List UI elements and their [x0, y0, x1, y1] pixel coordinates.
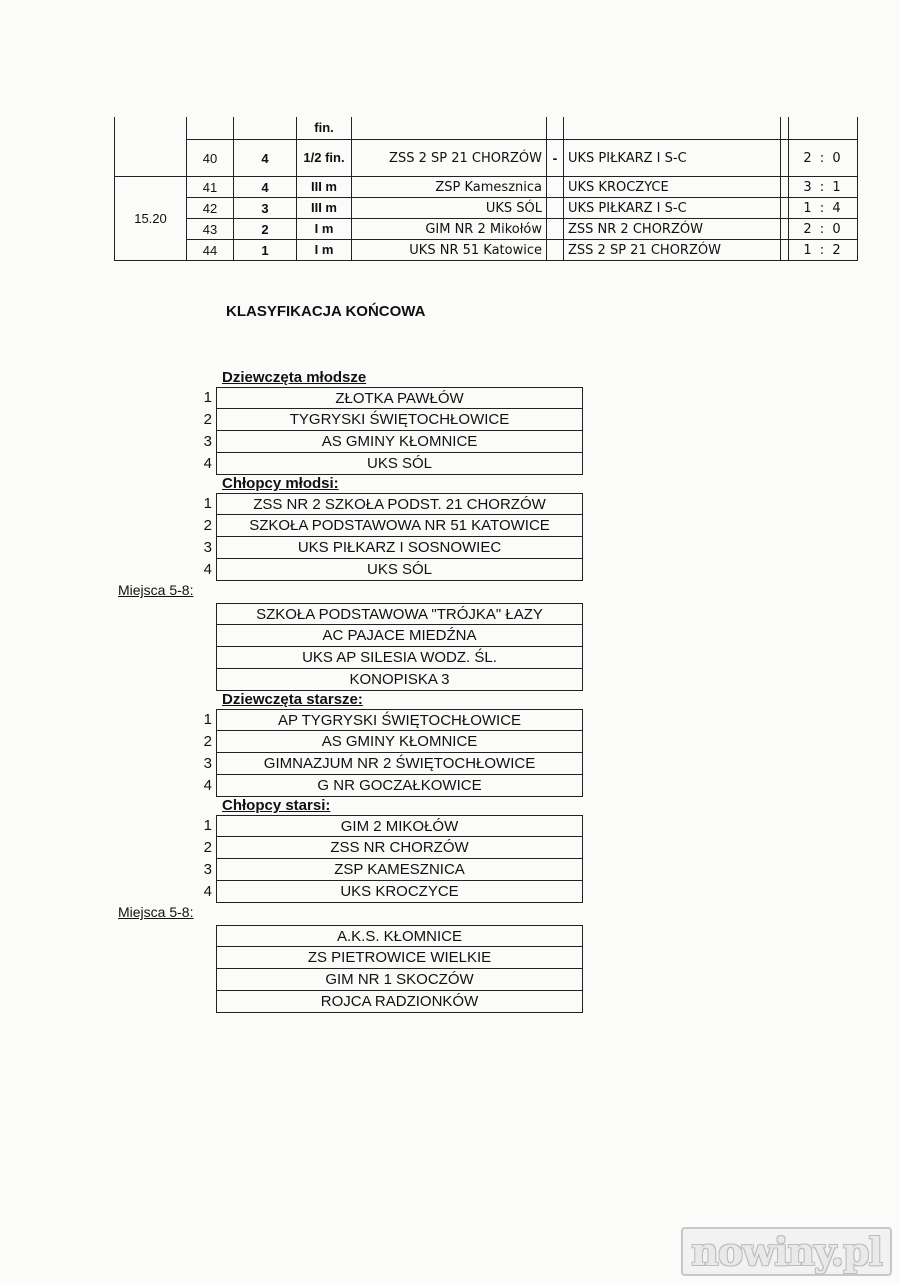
spacer-cell — [781, 117, 789, 140]
ranking-list — [118, 709, 588, 797]
time-cell — [115, 117, 187, 140]
time-cell — [115, 140, 187, 177]
home-team-cell: ZSP Kamesznica — [352, 177, 547, 198]
spacer-cell — [781, 219, 789, 240]
spacer-cell — [781, 198, 789, 219]
team-name: A.K.S. KŁOMNICE — [216, 925, 583, 947]
home-team-cell — [352, 117, 547, 140]
team-name: UKS AP SILESIA WODZ. ŚL. — [216, 647, 583, 669]
match-row-header-fragment — [115, 117, 858, 140]
rank-number: 2 — [203, 517, 212, 534]
team-name: UKS PIŁKARZ I SOSNOWIEC — [216, 537, 583, 559]
court-cell: 2 — [234, 219, 297, 240]
rank-number — [118, 603, 216, 625]
match-row — [115, 240, 858, 261]
classification-blocks — [118, 369, 588, 1013]
ranking-row — [118, 753, 588, 775]
rank-number: 1 — [203, 711, 212, 728]
court-cell: 4 — [234, 140, 297, 177]
away-team-cell: UKS PIŁKARZ I S-C — [564, 140, 781, 177]
phase-cell: III m — [297, 177, 352, 198]
dash-cell: - — [547, 140, 564, 177]
team-name: AS GMINY KŁOMNICE — [216, 731, 583, 753]
rank-number: 3 — [203, 861, 212, 878]
ranking-list — [118, 925, 588, 1013]
team-name: SZKOŁA PODSTAWOWA NR 51 KATOWICE — [216, 515, 583, 537]
match-row — [115, 198, 858, 219]
away-team-cell: ZSS NR 2 CHORZÓW — [564, 219, 781, 240]
court-cell — [234, 117, 297, 140]
score-cell: 2 : 0 — [789, 219, 858, 240]
ranking-row — [118, 559, 588, 581]
ranking-list — [118, 387, 588, 475]
time-cell: 15.20 — [115, 177, 187, 261]
home-team-cell: GIM NR 2 Mikołów — [352, 219, 547, 240]
rank-number — [118, 625, 216, 647]
phase-cell: fin. — [297, 117, 352, 140]
dash-cell — [547, 177, 564, 198]
ranking-row — [118, 859, 588, 881]
watermark-logo: nowiny.pl — [681, 1227, 892, 1276]
away-team-cell: ZSS 2 SP 21 CHORZÓW — [564, 240, 781, 261]
phase-cell: I m — [297, 219, 352, 240]
ranking-list — [118, 493, 588, 581]
ranking-row — [118, 837, 588, 859]
ranking-row — [118, 709, 588, 731]
phase-cell: III m — [297, 198, 352, 219]
category-title: Dziewczęta starsze: — [222, 691, 363, 708]
team-name: UKS SÓL — [216, 453, 583, 475]
match-number-cell: 40 — [187, 140, 234, 177]
team-name: ZSS NR CHORZÓW — [216, 837, 583, 859]
ranking-row — [118, 969, 588, 991]
rank-number — [118, 947, 216, 969]
ranking-list — [118, 603, 588, 691]
team-name: G NR GOCZAŁKOWICE — [216, 775, 583, 797]
match-row — [115, 177, 858, 198]
rank-number: 4 — [203, 561, 212, 578]
category-title: Chłopcy młodsi: — [222, 475, 339, 492]
rank-number: 3 — [203, 755, 212, 772]
ranking-row — [118, 925, 588, 947]
score-cell — [789, 117, 858, 140]
category-title: Chłopcy starsi: — [222, 797, 331, 814]
court-cell: 4 — [234, 177, 297, 198]
dash-cell — [547, 219, 564, 240]
places-5-8-title: Miejsca 5-8: — [118, 582, 194, 598]
rank-number — [118, 925, 216, 947]
dash-cell — [547, 117, 564, 140]
team-name: TYGRYSKI ŚWIĘTOCHŁOWICE — [216, 409, 583, 431]
match-number-cell: 44 — [187, 240, 234, 261]
team-name: AC PAJACE MIEDŹNA — [216, 625, 583, 647]
category-title: Dziewczęta młodsze — [222, 369, 367, 386]
rank-number: 3 — [203, 539, 212, 556]
team-name: UKS KROCZYCE — [216, 881, 583, 903]
ranking-row — [118, 453, 588, 475]
ranking-row — [118, 731, 588, 753]
team-name: AS GMINY KŁOMNICE — [216, 431, 583, 453]
rank-number — [118, 669, 216, 691]
rank-number: 1 — [203, 389, 212, 406]
match-results-table — [114, 117, 858, 261]
match-number-cell: 42 — [187, 198, 234, 219]
ranking-row — [118, 947, 588, 969]
rank-number: 3 — [203, 433, 212, 450]
rank-number: 2 — [203, 839, 212, 856]
phase-cell: I m — [297, 240, 352, 261]
home-team-cell: UKS NR 51 Katowice — [352, 240, 547, 261]
ranking-row — [118, 409, 588, 431]
team-name: GIMNAZJUM NR 2 ŚWIĘTOCHŁOWICE — [216, 753, 583, 775]
ranking-row — [118, 603, 588, 625]
court-cell: 3 — [234, 198, 297, 219]
match-row — [115, 219, 858, 240]
rank-number: 4 — [203, 777, 212, 794]
court-cell: 1 — [234, 240, 297, 261]
phase-cell: 1/2 fin. — [297, 140, 352, 177]
rank-number — [118, 647, 216, 669]
spacer-cell — [781, 177, 789, 198]
team-name: ZSP KAMESZNICA — [216, 859, 583, 881]
ranking-row — [118, 431, 588, 453]
rank-number: 1 — [203, 495, 212, 512]
ranking-list — [118, 815, 588, 903]
dash-cell — [547, 240, 564, 261]
team-name: KONOPISKA 3 — [216, 669, 583, 691]
rank-number — [118, 991, 216, 1013]
team-name: ZS PIETROWICE WIELKIE — [216, 947, 583, 969]
match-number-cell: 43 — [187, 219, 234, 240]
ranking-row — [118, 881, 588, 903]
home-team-cell: ZSS 2 SP 21 CHORZÓW — [352, 140, 547, 177]
away-team-cell — [564, 117, 781, 140]
score-cell: 2 : 0 — [789, 140, 858, 177]
team-name: GIM NR 1 SKOCZÓW — [216, 969, 583, 991]
spacer-cell — [781, 140, 789, 177]
ranking-row — [118, 815, 588, 837]
ranking-row — [118, 669, 588, 691]
away-team-cell: UKS PIŁKARZ I S-C — [564, 198, 781, 219]
places-5-8-title: Miejsca 5-8: — [118, 904, 194, 920]
ranking-row — [118, 991, 588, 1013]
team-name: ROJCA RADZIONKÓW — [216, 991, 583, 1013]
team-name: ZŁOTKA PAWŁÓW — [216, 387, 583, 409]
ranking-row — [118, 387, 588, 409]
spacer-cell — [781, 240, 789, 261]
ranking-row — [118, 775, 588, 797]
team-name: UKS SÓL — [216, 559, 583, 581]
home-team-cell: UKS SÓL — [352, 198, 547, 219]
match-row-semifinal — [115, 140, 858, 177]
rank-number: 4 — [203, 883, 212, 900]
team-name: ZSS NR 2 SZKOŁA PODST. 21 CHORZÓW — [216, 493, 583, 515]
ranking-row — [118, 647, 588, 669]
ranking-row — [118, 537, 588, 559]
rank-number — [118, 969, 216, 991]
score-cell: 1 : 2 — [789, 240, 858, 261]
match-number-cell: 41 — [187, 177, 234, 198]
team-name: SZKOŁA PODSTAWOWA "TRÓJKA" ŁAZY — [216, 603, 583, 625]
score-cell: 3 : 1 — [789, 177, 858, 198]
team-name: GIM 2 MIKOŁÓW — [216, 815, 583, 837]
rank-number: 4 — [203, 455, 212, 472]
team-name: AP TYGRYSKI ŚWIĘTOCHŁOWICE — [216, 709, 583, 731]
ranking-row — [118, 493, 588, 515]
ranking-row — [118, 515, 588, 537]
dash-cell — [547, 198, 564, 219]
rank-number: 2 — [203, 411, 212, 428]
away-team-cell: UKS KROCZYCE — [564, 177, 781, 198]
match-number-cell — [187, 117, 234, 140]
rank-number: 2 — [203, 733, 212, 750]
classification-heading: KLASYFIKACJA KOŃCOWA — [226, 303, 426, 320]
rank-number: 1 — [203, 817, 212, 834]
ranking-row — [118, 625, 588, 647]
score-cell: 1 : 4 — [789, 198, 858, 219]
